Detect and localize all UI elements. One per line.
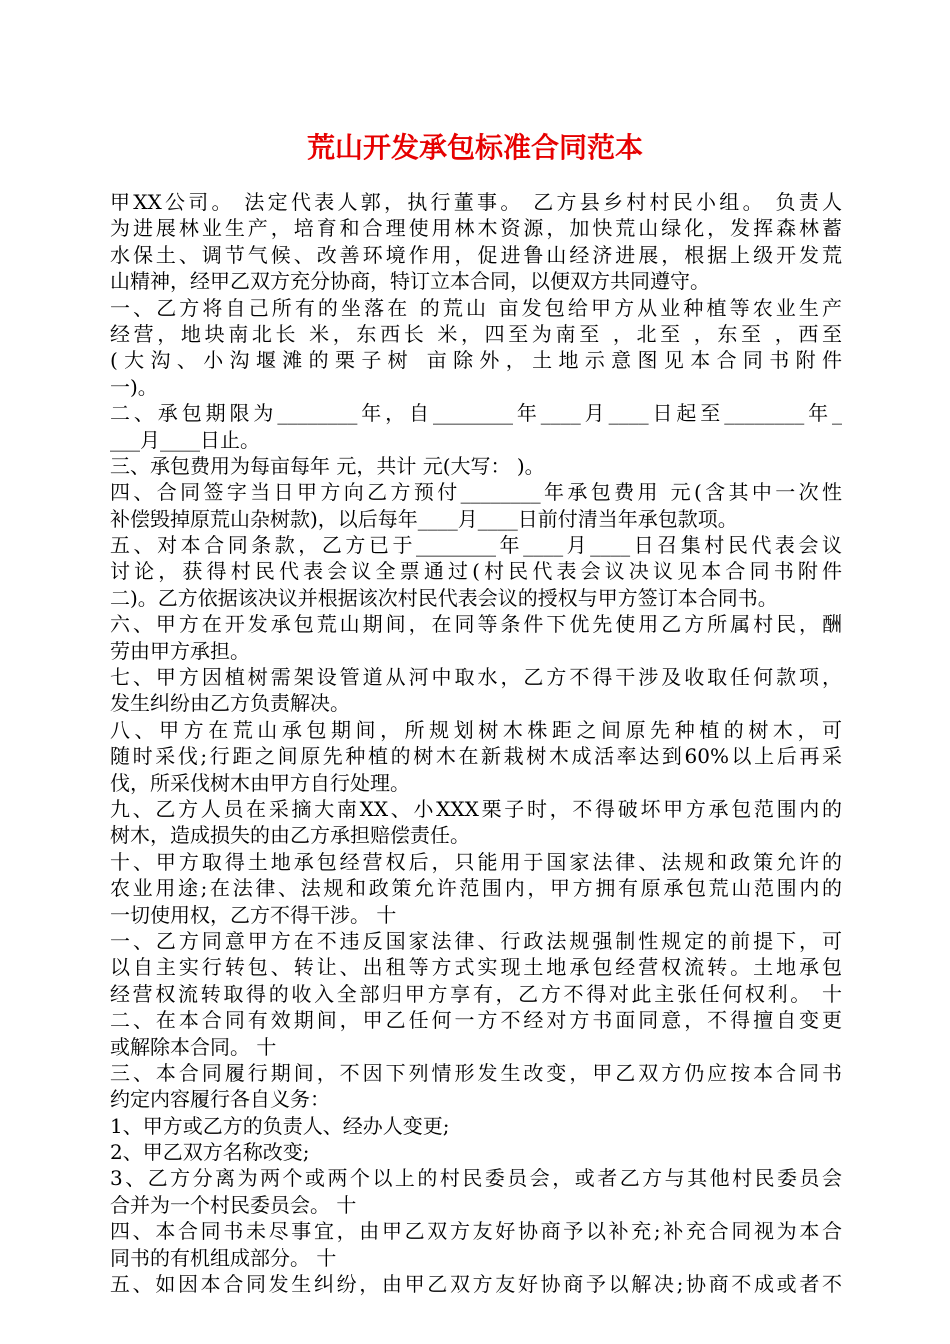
- body-line: 发生纠纷由乙方负责解决。: [110, 691, 350, 716]
- body-line: (大沟、小沟堰滩的栗子树 亩除外，土地示意图见本合同书附件: [110, 348, 842, 373]
- body-line: 二、在本合同有效期间，甲乙任何一方不经对方书面同意，不得擅自变更: [110, 1008, 842, 1033]
- body-line: ___月____日止。: [110, 427, 260, 452]
- body-line: 或解除本合同。 十: [110, 1034, 277, 1059]
- body-line: 随时采伐;行距之间原先种植的树木在新栽树木成活率达到60%以上后再采: [110, 744, 842, 769]
- body-line: 一)。: [110, 374, 158, 399]
- body-line: 一切使用权，乙方不得干涉。 十: [110, 902, 397, 927]
- body-line: 同书的有机组成部分。 十: [110, 1245, 337, 1270]
- body-line: 六、甲方在开发承包荒山期间，在同等条件下优先使用乙方所属村民，酬: [110, 612, 842, 637]
- body-line: 山精神，经甲乙双方充分协商，特订立本合同，以便双方共同遵守。: [110, 269, 710, 294]
- body-line: 二、承包期限为________年，自________年____月____日起至________年_: [110, 401, 842, 426]
- body-line: 3、乙方分离为两个或两个以上的村民委员会，或者乙方与其他村民委员会: [110, 1166, 842, 1191]
- body-line: 一、乙方同意甲方在不违反国家法律、行政法规强制性规定的前提下，可: [110, 928, 842, 953]
- body-line: 劳由甲方承担。: [110, 638, 250, 663]
- body-line: 四、合同签字当日甲方向乙方预付________年承包费用 元(含其中一次性: [110, 480, 842, 505]
- body-line: 二)。乙方依据该决议并根据该次村民代表会议的授权与甲方签订本合同书。: [110, 585, 778, 610]
- body-line: 合并为一个村民委员会。 十: [110, 1192, 357, 1217]
- body-line: 补偿毁掉原荒山杂树款)，以后每年____月____日前付清当年承包款项。: [110, 506, 738, 531]
- body-line: 十、甲方取得土地承包经营权后，只能用于国家法律、法规和政策允许的: [110, 849, 842, 874]
- body-line: 约定内容履行各自义务：: [110, 1087, 330, 1112]
- body-line: 1、甲方或乙方的负责人、经办人变更;: [110, 1113, 450, 1138]
- body-line: 九、乙方人员在采摘大南XX、小XXX栗子时，不得破坏甲方承包范围内的: [110, 796, 842, 821]
- body-line: 以自主实行转包、转让、出租等方式实现土地承包经营权流转。土地承包: [110, 955, 842, 980]
- body-line: 2、甲乙双方名称改变;: [110, 1140, 310, 1165]
- body-line: 八、甲方在荒山承包期间，所规划树木株距之间原先种植的树木，可: [110, 717, 842, 742]
- body-line: 一、乙方将自己所有的坐落在 的荒山 亩发包给甲方从业种植等农业生产: [110, 295, 842, 320]
- body-line: 七、甲方因植树需架设管道从河中取水，乙方不得干涉及收取任何款项，: [110, 665, 842, 690]
- body-line: 讨论，获得村民代表会议全票通过(村民代表会议决议见本合同书附件: [110, 559, 842, 584]
- body-line: 三、承包费用为每亩每年 元，共计 元(大写： )。: [110, 453, 545, 478]
- body-line: 农业用途;在法律、法规和政策允许范围内，甲方拥有原承包荒山范围内的: [110, 876, 842, 901]
- body-line: 经营权流转取得的收入全部归甲方享有，乙方不得对此主张任何权利。 十: [110, 981, 842, 1006]
- body-line: 三、本合同履行期间，不因下列情形发生改变，甲乙双方仍应按本合同书: [110, 1060, 842, 1085]
- body-line: 为进展林业生产，培育和合理使用林木资源，加快荒山绿化，发挥森林蓄: [110, 216, 842, 241]
- body-line: 经营，地块南北长 米，东西长 米，四至为南至 ，北至 ，东至 ，西至: [110, 321, 842, 346]
- body-line: 水保土、调节气候、改善环境作用，促进鲁山经济进展，根据上级开发荒: [110, 242, 842, 267]
- body-line: 伐，所采伐树木由甲方自行处理。: [110, 770, 410, 795]
- body-line: 四、本合同书未尽事宜，由甲乙双方友好协商予以补充;补充合同视为本合: [110, 1219, 842, 1244]
- body-line: 甲XX公司。 法定代表人郭，执行董事。 乙方县乡村村民小组。 负责人: [110, 190, 842, 214]
- body-line: 五、对本合同条款，乙方已于________年____月____日召集村民代表会议: [110, 533, 842, 558]
- document-title: 荒山开发承包标准合同范本: [306, 131, 643, 164]
- body-line: 树木，造成损失的由乙方承担赔偿责任。: [110, 823, 470, 848]
- body-line: 五、如因本合同发生纠纷，由甲乙双方友好协商予以解决;协商不成或者不: [110, 1272, 842, 1297]
- document-body: [110, 189, 842, 1297]
